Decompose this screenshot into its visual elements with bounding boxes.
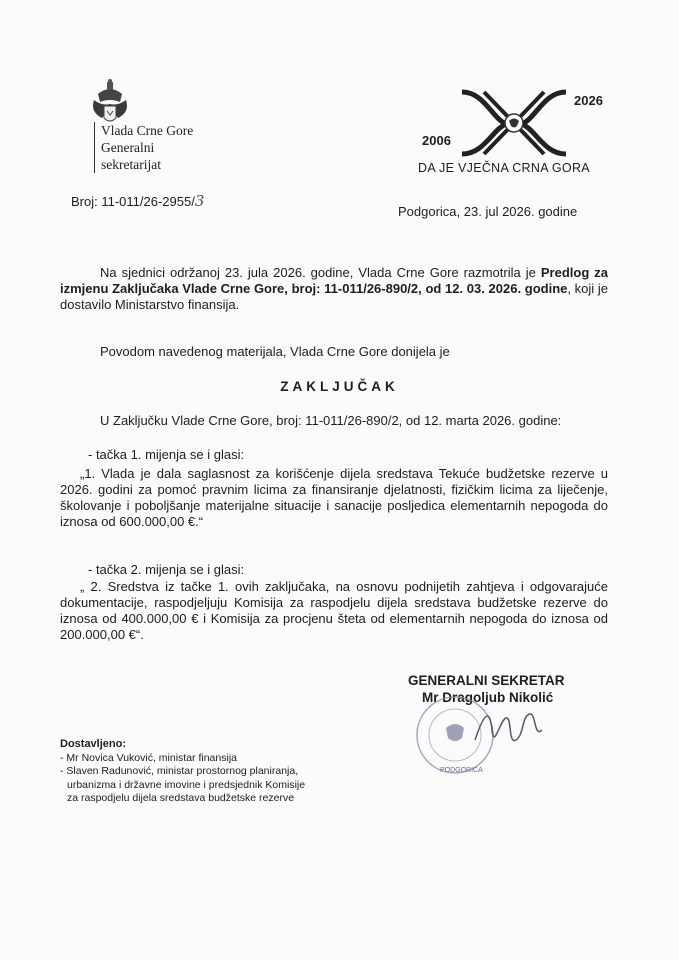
organization-name <box>94 122 193 173</box>
handwritten-signature-icon <box>470 700 550 760</box>
item1-intro: - tačka 1. mijenja se i glasi: <box>88 447 245 462</box>
document-heading: ZAKLJUČAK <box>280 379 399 394</box>
conclusion-paragraph: U Zaključku Vlade Crne Gore, broj: 11-011/26-890/2, od 12. marta 2026. godine: <box>100 413 562 428</box>
signatory-role: GENERALNI SEKRETAR <box>408 673 565 688</box>
distribution-item-2-line-3: za raspodjelu dijela sredstava budžetske rezerve <box>67 792 295 804</box>
intro-bold: Predlog za izmjenu Zaključaka Vlade Crne Gore, broj: 11-011/26-890/2, od 12. 03. 2026. godine <box>60 265 608 296</box>
signatory-name: Mr Dragoljub Nikolić <box>422 690 554 705</box>
logo-year-right: 2026 <box>574 93 603 108</box>
decision-intro: Povodom navedenog materijala, Vlada Crne Gore donijela je <box>100 344 450 359</box>
item1-text: „1. Vlada je dala saglasnost za korišćenje dijela sredstava Tekuće budžetske rezerve u 2026. godini za pomoć pravnim licima za finansiranje djelatnosti, fizičkim licima za liječenje, školovanje i poboljšanje materijalne situacije i sanacije posljedica elementarnih nepogoda do iznosa od 600.000,00 €.“ <box>60 466 608 529</box>
xx-logo-icon <box>454 88 574 158</box>
distribution-item-1: - Mr Novica Vuković, ministar finansija <box>60 751 237 764</box>
reference-text: Broj: 11-011/26-2955/ <box>71 194 195 209</box>
logo-year-left: 2006 <box>422 133 451 148</box>
intro-text-1: Na sjednici održanoj 23. jula 2026. godine, Vlada Crne Gore razmotrila je <box>100 265 541 280</box>
anniversary-logo <box>418 88 608 180</box>
org-line-3: sekretarijat <box>101 157 161 172</box>
distribution-title: Dostavljeno: <box>60 738 127 750</box>
intro-text-2: , koji je dostavilo Ministarstvo finansija. <box>60 281 608 312</box>
stamp-text: PODGORICA <box>440 767 483 774</box>
reference-handwritten: 3 <box>194 192 205 210</box>
distribution-item-2-line-2: urbanizma i državne imovine i predsjednik Komisije <box>67 778 306 791</box>
coat-of-arms-icon <box>88 78 132 128</box>
reference-number <box>71 192 204 210</box>
logo-motto: DA JE VJEČNA CRNA GORA <box>418 161 590 175</box>
distribution-item-2: - Slaven Radunović, ministar prostornog planiranja, <box>60 765 299 777</box>
item2-intro: - tačka 2. mijenja se i glasi: <box>88 562 245 577</box>
place-date: Podgorica, 23. jul 2026. godine <box>398 204 578 219</box>
org-line-1: Vlada Crne Gore <box>101 123 194 138</box>
distribution-list <box>60 738 305 806</box>
intro-paragraph <box>60 265 608 313</box>
org-line-2: Generalni <box>101 140 155 155</box>
item2-text: „ 2. Sredstva iz tačke 1. ovih zaključaka, na osnovu podnijetih zahtjeva i odgovarajuće dokumentacije, raspodjeljuju Komisija za raspodjelu dijela sredstava budžetske rezerve do iznosa od 400.000,00 € i Komisija za procjenu šteta od elementarnih nepogoda do iznosa od 200.000,00 €“. <box>60 579 608 642</box>
